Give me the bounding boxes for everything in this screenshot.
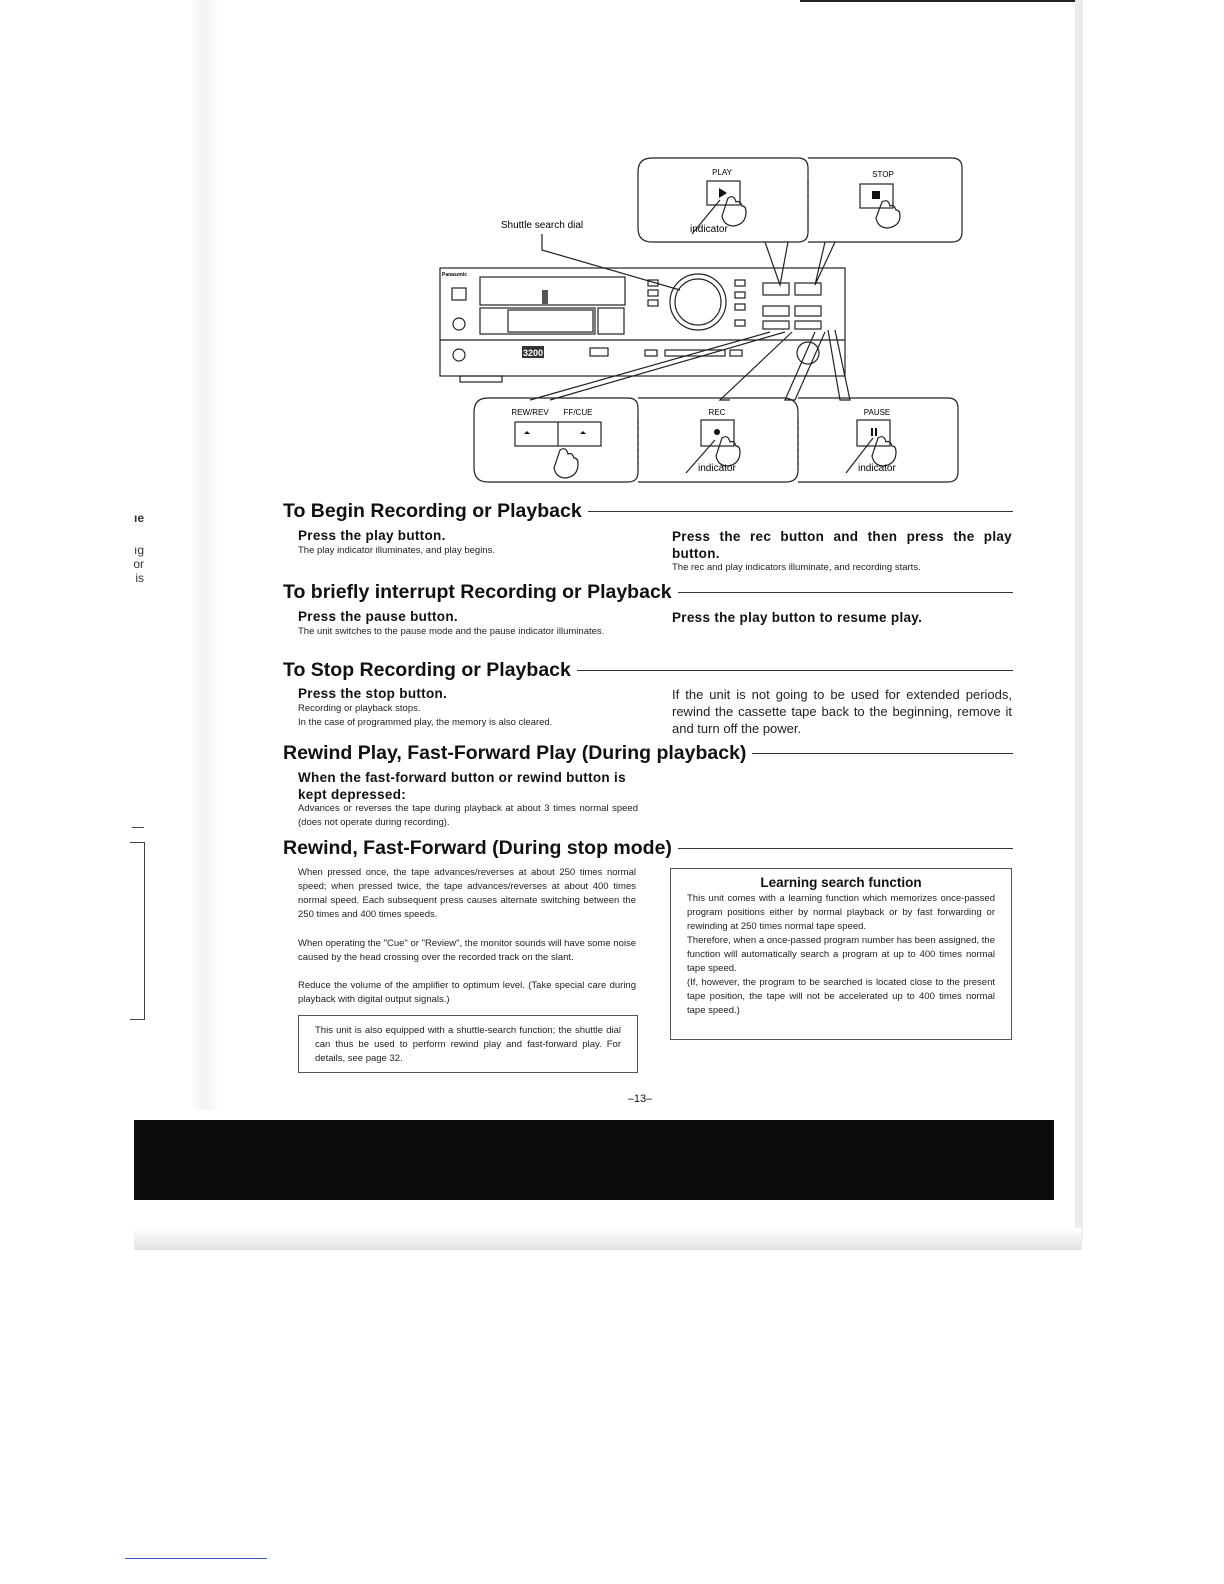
section-heading	[283, 500, 1013, 523]
ffcue-label: FF/CUE	[563, 408, 593, 417]
play-indicator-label: indicator	[690, 224, 728, 235]
margin-dash	[132, 827, 144, 828]
brand-label: Panasonic	[442, 272, 468, 278]
heading-text: To Stop Recording or Playback	[283, 659, 571, 681]
shuttle-label: Shuttle search dial	[500, 220, 584, 231]
instruction-bold: Press the pause button.	[298, 609, 458, 624]
instruction-bold: Press the play button.	[298, 528, 446, 543]
instruction-text: In the case of programmed play, the memory is also cleared.	[298, 717, 553, 728]
learning-paragraph: Therefore, when a once-passed program number has been assigned, the function will automatically search a program at up to 400 times normal tape speed.	[687, 935, 995, 974]
scan-edge	[1075, 0, 1083, 1240]
model-number: 3200	[523, 348, 544, 358]
scan-blue-line	[125, 1558, 267, 1559]
instruction-text: If the unit is not going to be used for extended periods, rewind the cassette tape back to the beginning, remove it and turn off the power.	[672, 687, 1012, 736]
instruction-text: The play indicator illuminates, and play begins.	[298, 545, 495, 556]
learning-paragraph: This unit comes with a learning function which memorizes once-passed program positions either by normal playback or by fast forwarding or rewinding at 250 times normal tape speed.	[687, 893, 995, 932]
instruction-text: Advances or reverses the tape during playback at about 3 times normal speed (does not operate during recording).	[298, 803, 638, 828]
rec-label: REC	[708, 408, 726, 417]
instruction-text: The rec and play indicators illuminate, and recording starts.	[672, 562, 921, 573]
paragraph: When operating the "Cue" or "Review", the monitor sounds will have some noise caused by the head crossing over the recorded track on the slant.	[298, 938, 636, 963]
margin-bracket	[130, 842, 145, 1020]
instruction-bold: Press the stop button.	[298, 686, 448, 701]
section-heading	[283, 742, 1013, 765]
shuttle-note-box	[298, 1015, 638, 1073]
margin-fragment: ıg	[133, 543, 144, 557]
heading-text: Rewind, Fast-Forward (During stop mode)	[283, 837, 672, 859]
margin-fragment: is	[135, 571, 144, 585]
learning-paragraph: (If, however, the program to be searched is located close to the present tape position, the tape will not be accelerated up to 400 times normal tape speed.)	[687, 977, 995, 1016]
scan-shadow	[190, 0, 220, 1110]
instruction-text: The unit switches to the pause mode and the pause indicator illuminates.	[298, 626, 605, 637]
heading-text: To Begin Recording or Playback	[283, 500, 582, 522]
instruction-bold: Press the rec button and then press the play button.	[672, 529, 1012, 561]
paragraph: When pressed once, the tape advances/reverses at about 250 times normal speed; when pressed twice, the tape advances/reverses at about 400 times normal speed. Each subsequent press causes alternate switching between the 250 times and 400 times speeds.	[298, 867, 636, 920]
stop-label: STOP	[872, 170, 894, 179]
instruction-bold: When the fast-forward button or rewind button is kept depressed:	[298, 770, 626, 802]
paragraph: Reduce the volume of the amplifier to optimum level. (Take special care during playback with digital output signals.)	[298, 980, 636, 1005]
instruction-text: Recording or playback stops.	[298, 703, 421, 714]
section-heading	[283, 837, 1013, 860]
rewrev-label: REW/REV	[511, 408, 549, 417]
heading-text: To briefly interrupt Recording or Playback	[283, 581, 672, 603]
learning-search-title: Learning search function	[760, 875, 922, 890]
play-label: PLAY	[712, 168, 732, 177]
section-heading	[283, 659, 1013, 682]
scan-black-band	[134, 1120, 1054, 1200]
instruction-bold: Press the play button to resume play.	[672, 610, 923, 625]
learning-search-box	[670, 868, 1012, 1040]
pause-label: PAUSE	[863, 408, 891, 417]
rec-indicator-label: indicator	[698, 463, 736, 474]
margin-fragment: ıe	[133, 511, 144, 525]
page-number: –13–	[627, 1093, 653, 1105]
section-heading	[283, 581, 1013, 604]
top-rule	[800, 0, 1075, 2]
shuttle-note-text: This unit is also equipped with a shuttle-search function; the shuttle dial can thus be used to perform rewind play and fast-forward play. For details, see page 32.	[315, 1025, 621, 1064]
heading-text: Rewind Play, Fast-Forward Play (During playback)	[283, 742, 747, 764]
scan-grey-band	[134, 1228, 1082, 1250]
deck-diagram	[430, 150, 970, 490]
margin-fragment: or	[133, 557, 144, 571]
pause-indicator-label: indicator	[858, 463, 896, 474]
